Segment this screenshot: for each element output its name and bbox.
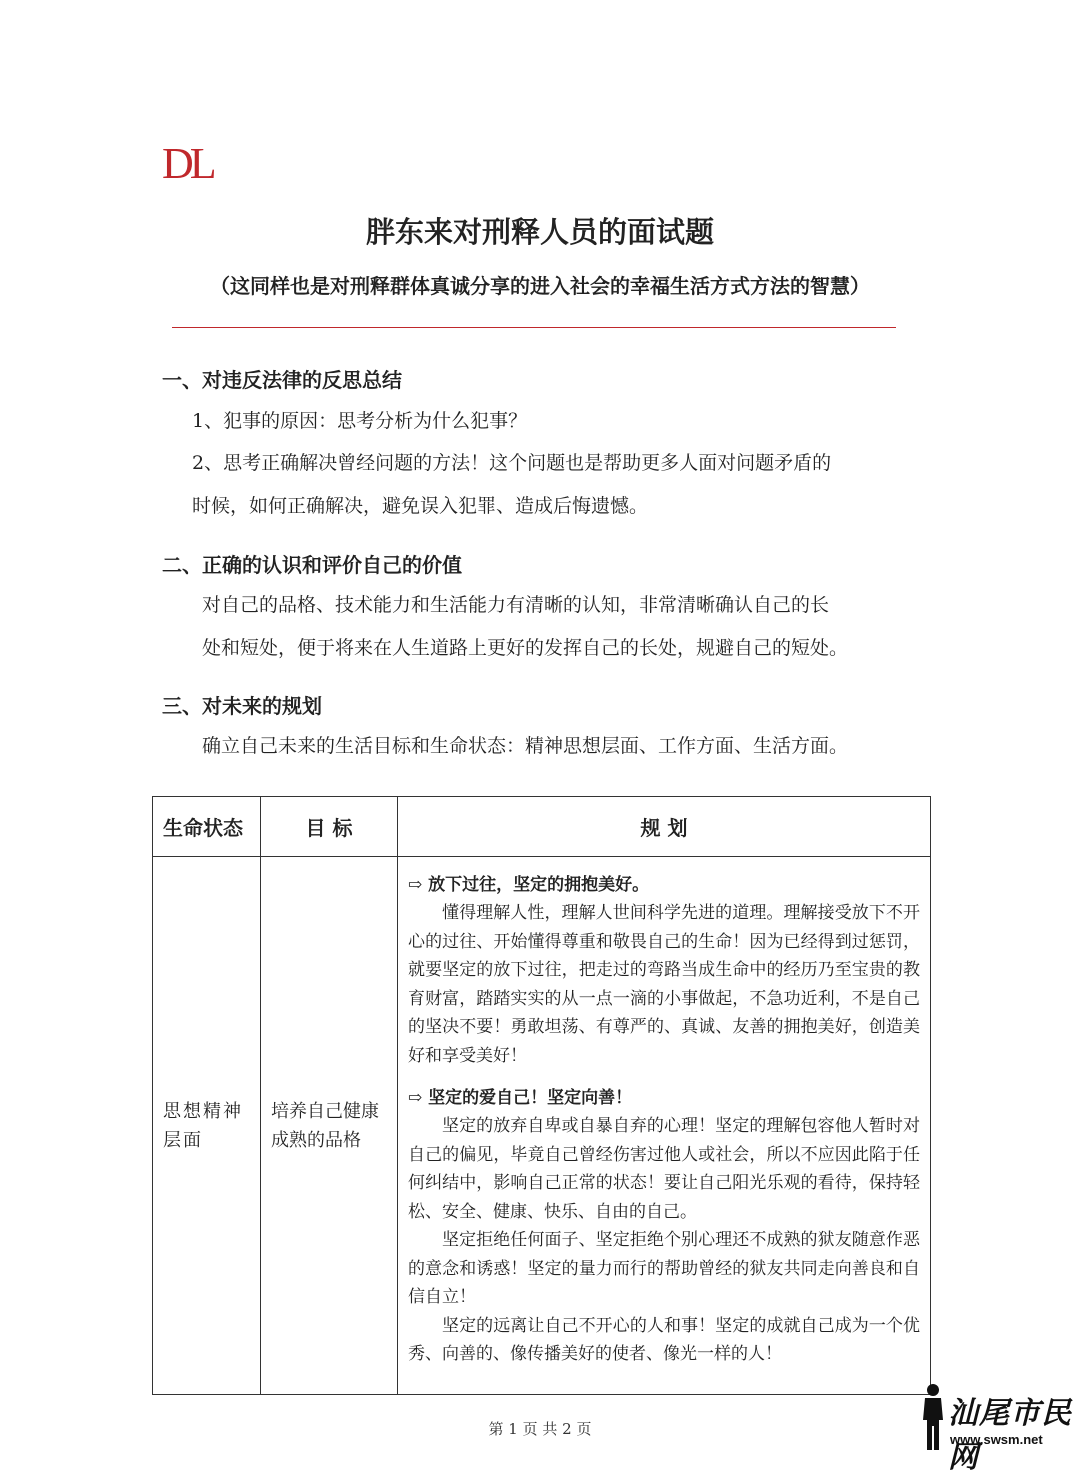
section-1-line-2: 2、思考正确解决曾经问题的方法！这个问题也是帮助更多人面对问题矛盾的 <box>192 452 832 474</box>
cell-plan <box>398 857 931 1395</box>
company-logo: DL <box>162 139 213 188</box>
watermark-text: 汕尾市民网 <box>948 1396 1072 1475</box>
section-1-line-3: 时候，如何正确解决，避免误入犯罪、造成后悔遗憾。 <box>192 495 649 517</box>
header-goal: 目 标 <box>261 797 398 857</box>
section-3-line-1: 确立自己未来的生活目标和生命状态：精神思想层面、工作方面、生活方面。 <box>202 735 849 757</box>
section-heading-1: 一、对违反法律的反思总结 <box>162 368 402 392</box>
life-plan-table <box>152 796 931 1395</box>
section-heading-3: 三、对未来的规划 <box>162 694 322 718</box>
section-2-line-2: 处和短处，便于将来在人生道路上更好的发挥自己的长处，规避自己的短处。 <box>202 637 849 659</box>
plan-item-2-text-2: 坚定拒绝任何面子、坚定拒绝个别心理还不成熟的狱友随意作恶的意念和诱惑！坚定的量力而行的帮助曾经的狱友共同走向善良和自信自立！ <box>408 1230 920 1307</box>
section-1-line-1: 1、犯事的原因：思考分析为什么犯事？ <box>192 410 528 432</box>
section-2-line-1: 对自己的品格、技术能力和生活能力有清晰的认知，非常清晰确认自己的长 <box>202 594 830 616</box>
plan-item-1-heading: ⇨ 放下过往，坚定的拥抱美好。 <box>408 875 650 895</box>
watermark-url: www.swsm.net <box>950 1432 1043 1447</box>
table-row <box>153 857 931 1395</box>
plan-item-1-text: 懂得理解人性，理解人世间科学先进的道理。理解接受放下不开心的过往、开始懂得尊重和敬畏自己的生命！因为已经得到过惩罚，就要坚定的放下过往，把走过的弯路当成生命中的经历乃至宝贵的教育财富，踏踏实实的从一点一滴的小事做起，不急功近利，不是自己的坚决不要！勇敢坦荡、有尊严的、真诚、友善的拥抱美好，创造美好和享受美好！ <box>408 903 920 1066</box>
title-divider <box>172 327 896 328</box>
plan-item-2-text-3: 坚定的远离让自己不开心的人和事！坚定的成就自己成为一个优秀、向善的、像传播美好的使者、像光一样的人！ <box>408 1315 920 1364</box>
cell-goal: 培养自己健康成熟的品格 <box>261 857 398 1395</box>
table-header-row <box>153 797 931 857</box>
page-footer: 第 1 页 共 2 页 <box>488 1420 592 1438</box>
page-title: 胖东来对刑释人员的面试题 <box>365 215 714 249</box>
page-subtitle: （这同样也是对刑释群体真诚分享的进入社会的幸福生活方式方法的智慧） <box>210 274 870 298</box>
header-plan: 规 划 <box>398 797 931 857</box>
plan-item-2-heading: ⇨ 坚定的爱自己！坚定向善！ <box>408 1088 633 1108</box>
header-life-state: 生命状态 <box>153 797 261 857</box>
plan-item-2-text-1: 坚定的放弃自卑或自暴自弃的心理！坚定的理解包容他人暂时对自己的偏见，毕竟自己曾经伤害过他人或社会，所以不应因此陷于任何纠结中，影响自己正常的状态！要让自己阳光乐观的看待，保持轻松、安全、健康、快乐、自由的自己。 <box>408 1116 920 1222</box>
section-heading-2: 二、正确的认识和评价自己的价值 <box>162 553 462 577</box>
cell-life-state: 思想精神层面 <box>153 857 261 1395</box>
